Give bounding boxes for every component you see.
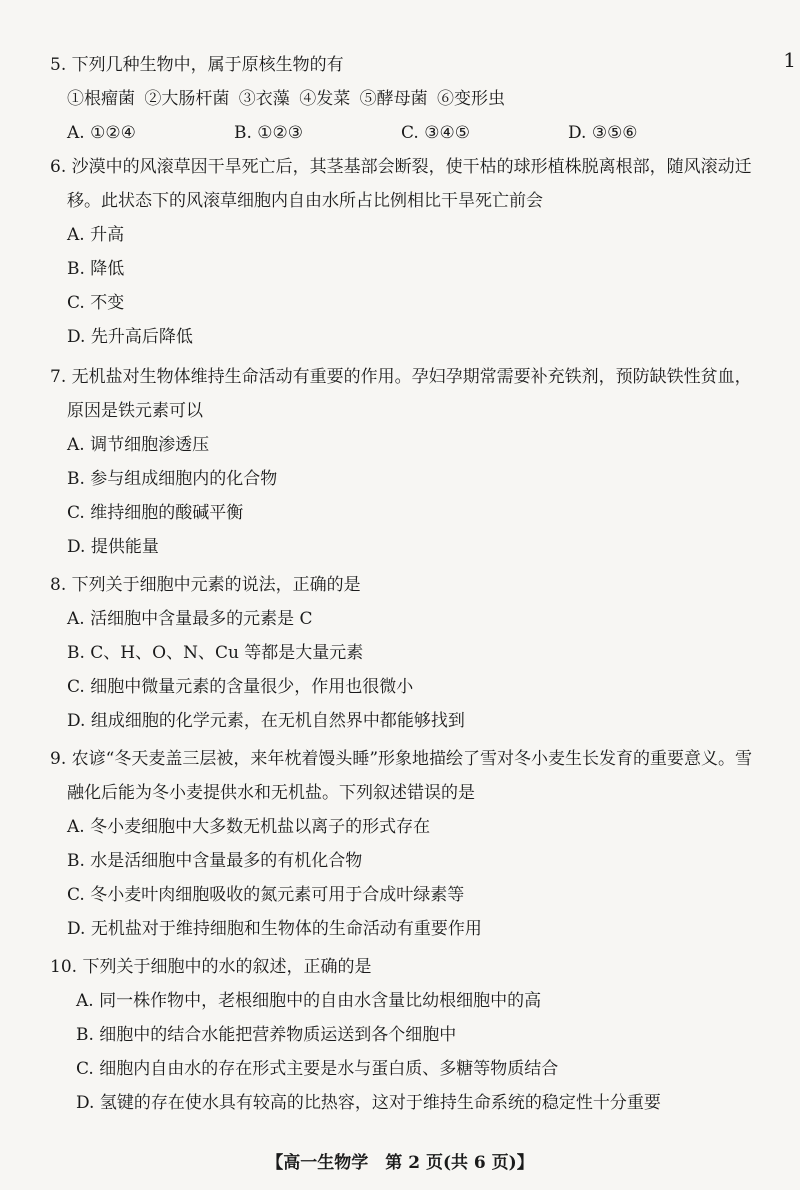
option-b: B. ①②③ xyxy=(234,123,304,143)
question-stem-line: 9. 农谚“冬天麦盖三层被，来年枕着馒头睡”形象地描绘了雪对冬小麦生长发育的重要意义。雪 xyxy=(50,749,753,769)
option-b: B. 细胞中的结合水能把营养物质运送到各个细胞中 xyxy=(76,1025,457,1045)
option-a: A. 同一株作物中，老根细胞中的自由水含量比幼根细胞中的高 xyxy=(76,991,542,1011)
question-7 xyxy=(50,360,770,564)
question-9 xyxy=(50,742,770,946)
option-a: A. 升高 xyxy=(67,225,125,245)
option-a: A. 冬小麦细胞中大多数无机盐以离子的形式存在 xyxy=(67,817,431,837)
option-b: B. 水是活细胞中含量最多的有机化合物 xyxy=(67,851,363,871)
options-row xyxy=(67,116,770,150)
question-10 xyxy=(50,950,770,1120)
question-5 xyxy=(50,48,770,150)
option-c: C. ③④⑤ xyxy=(401,123,470,143)
option-b: B. 参与组成细胞内的化合物 xyxy=(67,469,278,489)
option-d: D. 先升高后降低 xyxy=(67,327,193,347)
option-b: B. C、H、O、N、Cu 等都是大量元素 xyxy=(67,643,364,663)
option-b: B. 降低 xyxy=(67,259,125,279)
question-stem-line: 移。此状态下的风滚草细胞内自由水所占比例相比干旱死亡前会 xyxy=(67,191,543,211)
option-c: C. 维持细胞的酸碱平衡 xyxy=(67,503,244,523)
question-stem-line: 原因是铁元素可以 xyxy=(67,401,203,421)
option-a: A. 活细胞中含量最多的元素是 C xyxy=(67,609,313,629)
question-stem-line: 融化后能为冬小麦提供水和无机盐。下列叙述错误的是 xyxy=(67,783,475,803)
option-a: A. 调节细胞渗透压 xyxy=(67,435,210,455)
question-items: ①根瘤菌 ②大肠杆菌 ③衣藻 ④发菜 ⑤酵母菌 ⑥变形虫 xyxy=(67,89,506,109)
option-d: D. ③⑤⑥ xyxy=(568,123,638,143)
question-8 xyxy=(50,568,770,738)
option-c: C. 细胞内自由水的存在形式主要是水与蛋白质、多糖等物质结合 xyxy=(76,1059,559,1079)
option-d: D. 提供能量 xyxy=(67,537,159,557)
question-stem-line: 10. 下列关于细胞中的水的叙述，正确的是 xyxy=(50,957,372,977)
option-c: C. 不变 xyxy=(67,293,125,313)
option-d: D. 氢键的存在使水具有较高的比热容，这对于维持生命系统的稳定性十分重要 xyxy=(76,1093,661,1113)
question-6 xyxy=(50,150,770,354)
option-d: D. 组成细胞的化学元素，在无机自然界中都能够找到 xyxy=(67,711,465,731)
corner-mark: 1 xyxy=(783,48,796,72)
question-stem: 5. 下列几种生物中，属于原核生物的有 xyxy=(50,55,344,75)
question-stem-line: 6. 沙漠中的风滚草因干旱死亡后，其茎基部会断裂，使干枯的球形植株脱离根部，随风滚动迁 xyxy=(50,157,752,177)
option-d: D. 无机盐对于维持细胞和生物体的生命活动有重要作用 xyxy=(67,919,482,939)
page-footer: 【高一生物学 第 2 页(共 6 页)】 xyxy=(266,1153,534,1173)
question-stem-line: 7. 无机盐对生物体维持生命活动有重要的作用。孕妇孕期常需要补充铁剂，预防缺铁性贫血， xyxy=(50,367,752,387)
option-a: A. ①②④ xyxy=(67,123,136,143)
option-c: C. 冬小麦叶肉细胞吸收的氮元素可用于合成叶绿素等 xyxy=(67,885,465,905)
option-c: C. 细胞中微量元素的含量很少，作用也很微小 xyxy=(67,677,414,697)
question-stem-line: 8. 下列关于细胞中元素的说法，正确的是 xyxy=(50,575,361,595)
